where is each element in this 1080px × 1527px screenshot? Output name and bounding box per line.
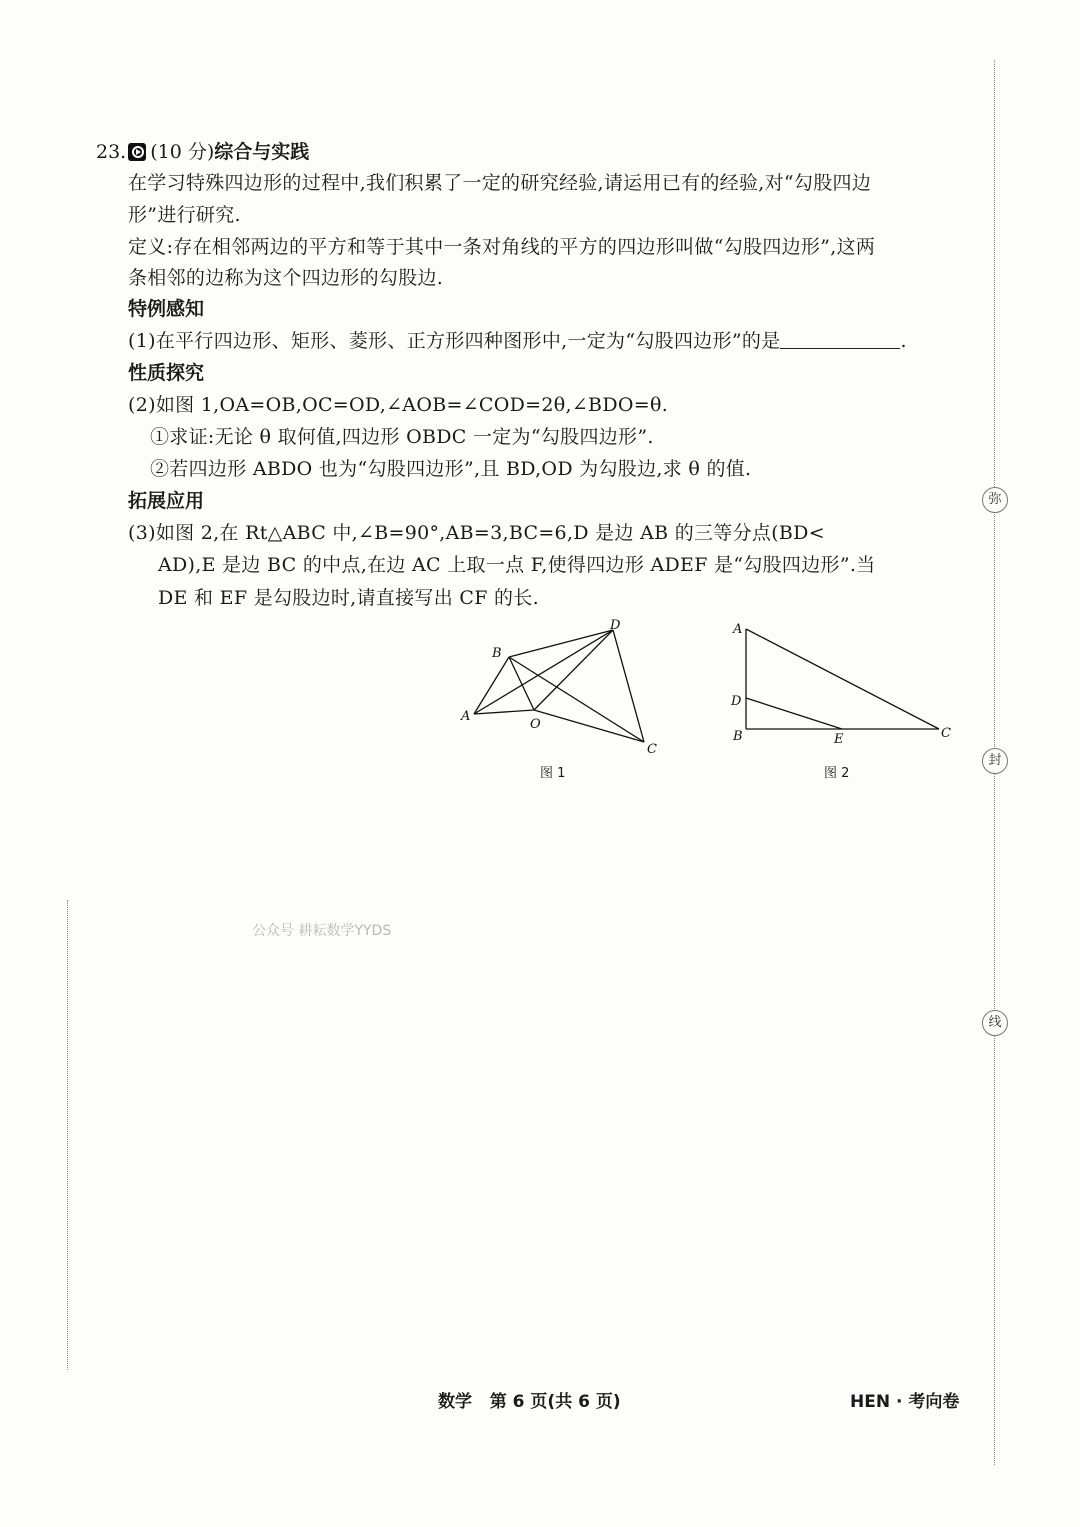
fig1-label-D: D — [610, 618, 621, 633]
fig1-label-C: C — [647, 742, 657, 757]
footer-page-info: 数学 第 6 页(共 6 页) — [438, 1392, 621, 1412]
margin-mark-3: 线 — [982, 1010, 1008, 1036]
section-heading-1: 特例感知 — [128, 298, 205, 320]
fig2-label-A: A — [733, 622, 743, 637]
intro-line-2: 形”进行研究. — [128, 204, 241, 226]
section-heading-3: 拓展应用 — [128, 490, 205, 512]
part-1-end: . — [900, 330, 907, 352]
question-score: (10 分) — [150, 141, 215, 163]
figure-2-caption: 图 2 — [824, 766, 850, 781]
footer-paper-code: HEN · 考向卷 — [850, 1392, 960, 1412]
fig2-label-D: D — [731, 694, 742, 709]
question-header — [96, 140, 309, 164]
part-2-b: ②若四边形 ABDO 也为“勾股四边形”,且 BD,OD 为勾股边,求 θ 的值. — [150, 458, 752, 480]
watermark: 公众号 耕耘数学YYDS — [252, 923, 392, 939]
part-2: (2)如图 1,OA=OB,OC=OD,∠AOB=∠COD=2θ,∠BDO=θ. — [128, 394, 669, 416]
margin-mark-1: 弥 — [982, 487, 1008, 513]
part-2-a: ①求证:无论 θ 取何值,四边形 OBDC 一定为“勾股四边形”. — [150, 426, 654, 448]
answer-blank[interactable] — [780, 330, 900, 349]
question-number: 23. — [96, 141, 127, 163]
fig1-label-B: B — [492, 646, 502, 661]
figure-1 — [450, 612, 670, 762]
fig1-label-O: O — [530, 717, 541, 732]
figure-2 — [725, 612, 965, 752]
fig2-label-B: B — [733, 729, 743, 744]
fig2-label-E: E — [834, 732, 844, 747]
part-3-line-3: DE 和 EF 是勾股边时,请直接写出 CF 的长. — [158, 587, 539, 609]
video-play-icon[interactable] — [128, 143, 146, 161]
part-3-line-2: AD),E 是边 BC 的中点,在边 AC 上取一点 F,使得四边形 ADEF 是“勾股四边形”.当 — [158, 554, 876, 576]
left-margin-line — [67, 900, 68, 1370]
part-3-line-1: (3)如图 2,在 Rt△ABC 中,∠B=90°,AB=3,BC=6,D 是边 AB 的三等分点(BD< — [128, 522, 825, 544]
definition-line-1: 定义:存在相邻两边的平方和等于其中一条对角线的平方的四边形叫做“勾股四边形”,这两 — [128, 236, 876, 258]
question-title: 综合与实践 — [214, 141, 310, 163]
intro-line-1: 在学习特殊四边形的过程中,我们积累了一定的研究经验,请运用已有的经验,对“勾股四边 — [128, 172, 872, 194]
fig1-label-A: A — [461, 709, 471, 724]
figure-1-caption: 图 1 — [540, 766, 566, 781]
part-1 — [128, 329, 907, 353]
fig2-label-C: C — [941, 726, 951, 741]
part-1-text: (1)在平行四边形、矩形、菱形、正方形四种图形中,一定为“勾股四边形”的是 — [128, 330, 781, 352]
margin-mark-2: 封 — [982, 748, 1008, 774]
definition-line-2: 条相邻的边称为这个四边形的勾股边. — [128, 267, 444, 289]
section-heading-2: 性质探究 — [128, 362, 205, 384]
